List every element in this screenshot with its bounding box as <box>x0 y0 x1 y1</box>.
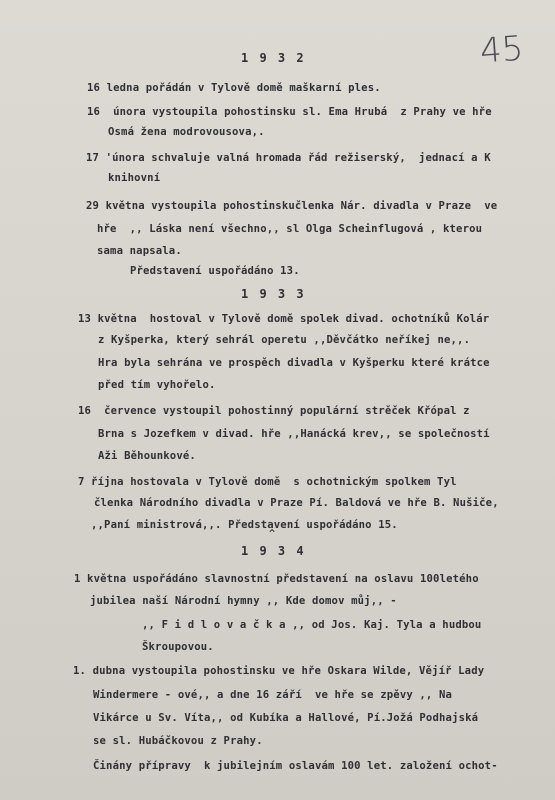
text-line: 1 května uspořádáno slavnostní představení na oslavu 100letého <box>74 573 479 585</box>
text-line: z Kyšperka, který sehrál operetu ,,Děvčátko neříkej ne,,. <box>98 334 471 346</box>
text-line: členka Národního divadla v Praze Pí. Baldová ve hře B. Nušiče, <box>94 497 499 509</box>
text-line: hře ,, Láska není všechno,, sl Olga Scheinflugová , kterou <box>97 223 483 235</box>
folio-number: 45 <box>478 28 525 72</box>
text-line: 1. dubna vystoupila pohostinsku ve hře Oskara Wilde, Vějíř Lady <box>73 665 485 677</box>
text-line: se sl. Hubáčkovou z Prahy. <box>93 735 263 747</box>
text-line: Brna s Jozefkem v divad. hře ,,Hanácká krev,, se společností <box>98 428 490 440</box>
text-line: sama napsala. <box>97 245 182 257</box>
text-line: Osmá žena modrovousova,. <box>108 126 265 138</box>
year-heading: 1 9 3 3 <box>241 287 306 301</box>
text-line: ,,Paní ministrová,,. Představení uspořádáno 15. <box>91 519 398 531</box>
text-line: 17 'února schvaluje valná hromada řád režiserský, jednací a K <box>86 152 491 164</box>
text-line: 16 ledna pořádán v Tylově domě maškarní ples. <box>87 82 381 94</box>
text-line: 16 července vystoupil pohostinný populární strěček Křópal z <box>78 405 470 417</box>
text-line: knihovní <box>108 172 161 184</box>
text-line: 16 února vystoupila pohostinsku sl. Ema Hrubá z Prahy ve hře <box>87 106 492 118</box>
text-line: Činány přípravy k jubilejním oslavám 100 let. založení ochot- <box>93 760 498 772</box>
year-heading: 1 9 3 2 <box>241 51 306 65</box>
text-line: Škroupovou. <box>142 641 214 653</box>
year-heading: 1 9 3 4 <box>241 544 306 558</box>
text-line: 29 května vystoupila pohostinskučlenka Nár. divadla v Praze ve <box>86 200 498 212</box>
text-line: Windermere - ové,, a dne 16 září ve hře se zpěvy ,, Na <box>93 689 453 701</box>
text-line: Vikárce u Sv. Víta,, od Kubíka a Hallové, Pí.Jožá Podhajská <box>93 712 479 724</box>
text-line: před tím vyhořelo. <box>98 379 216 391</box>
text-line: Aži Běhounkové. <box>98 450 196 462</box>
text-line: Představení uspořádáno 13. <box>130 265 300 277</box>
text-line: 7 října hostovala v Tylově domě s ochotnickým spolkem Tyl <box>78 476 457 488</box>
text-line: 13 května hostoval v Tylově domě spolek divad. ochotníků Kolár <box>78 313 490 325</box>
text-line: jubilea naší Národní hymny ,, Kde domov můj,, - <box>90 595 397 607</box>
insertion-caret-mark: ⌃ <box>267 527 278 541</box>
text-line: ,, F i d l o v a č k a ,, od Jos. Kaj. Tyla a hudbou <box>142 619 482 631</box>
text-line: Hra byla sehrána ve prospěch divadla v Kyšperku které krátce <box>98 357 490 369</box>
